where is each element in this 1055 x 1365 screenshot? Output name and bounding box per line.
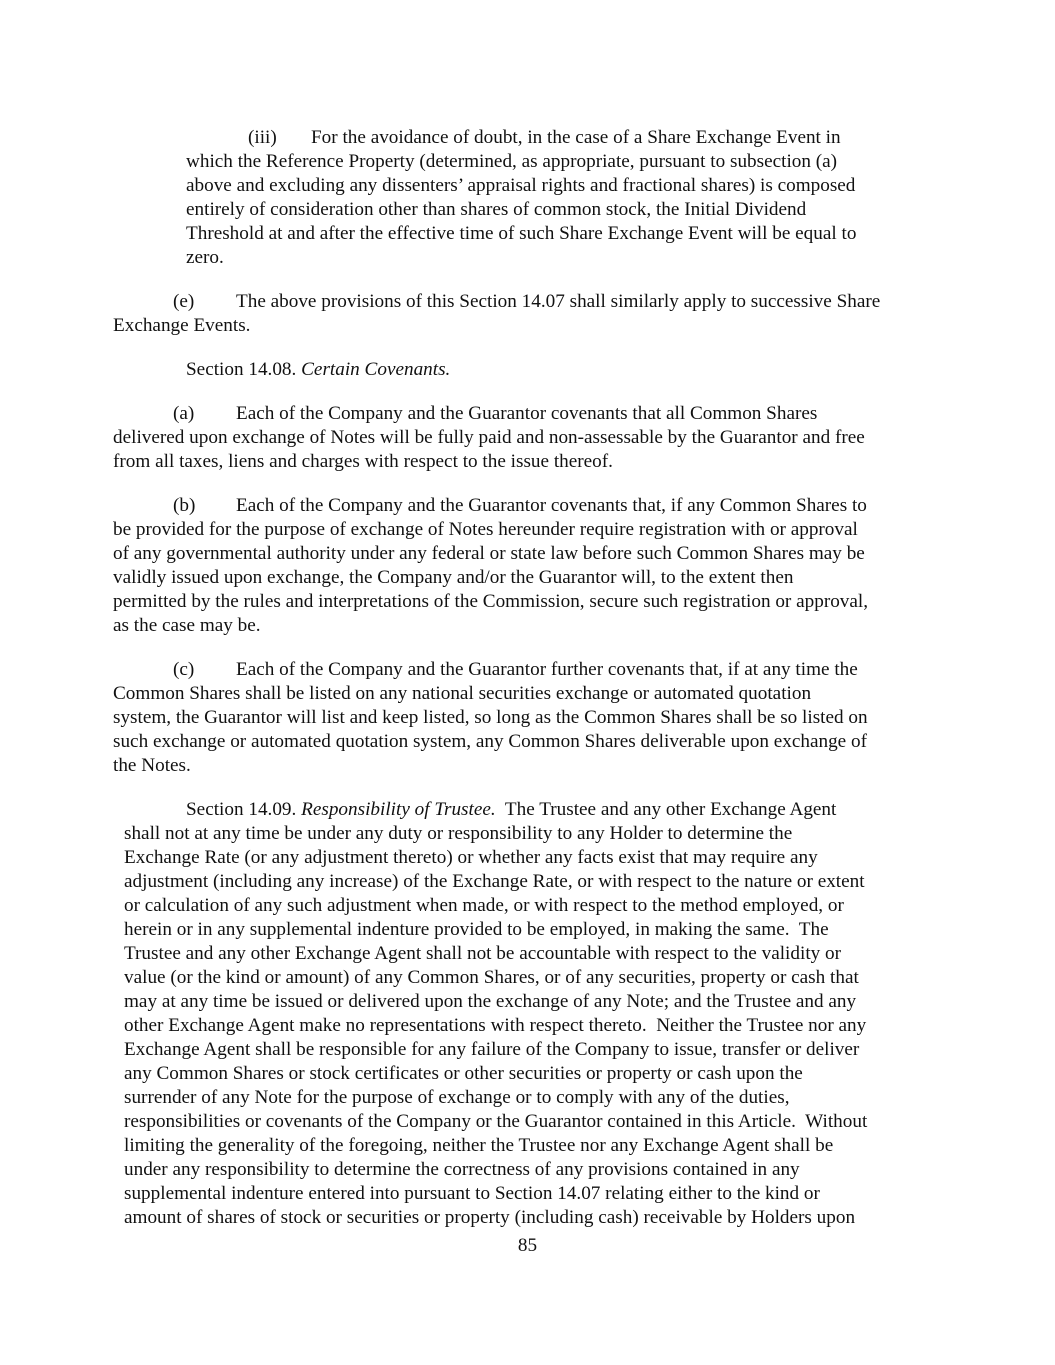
paragraph-line: value (or the kind or amount) of any Common Shares, or of any securities, property or cash that <box>124 967 859 988</box>
paragraph-line: zero. <box>186 247 224 268</box>
paragraph-line: adjustment (including any increase) of the Exchange Rate, or with respect to the nature or extent <box>124 871 865 892</box>
paragraph-label: (a) <box>173 403 195 424</box>
paragraph-line: Exchange Agent shall be responsible for any failure of the Company to issue, transfer or deliver <box>124 1039 860 1060</box>
paragraph-line: or calculation of any such adjustment when made, or with respect to the method employed, or <box>124 895 844 916</box>
page-number: 85 <box>517 1235 538 1256</box>
paragraph-line: from all taxes, liens and charges with respect to the issue thereof. <box>113 451 613 472</box>
paragraph-line: limiting the generality of the foregoing, neither the Trustee nor any Exchange Agent shall be <box>124 1135 834 1156</box>
paragraph-line: surrender of any Note for the purpose of exchange or to comply with any of the duties, <box>124 1087 790 1108</box>
paragraph-line: supplemental indenture entered into pursuant to Section 14.07 relating either to the kind or <box>124 1183 820 1204</box>
section-heading-14-08 <box>186 358 450 382</box>
paragraph-line: amount of shares of stock or securities or property (including cash) receivable by Holders upon <box>124 1207 856 1228</box>
paragraph-line: Common Shares shall be listed on any national securities exchange or automated quotation <box>113 683 812 704</box>
paragraph-line: shall not at any time be under any duty or responsibility to any Holder to determine the <box>124 823 793 844</box>
paragraph-line: Each of the Company and the Guarantor covenants that, if any Common Shares to <box>236 495 867 516</box>
paragraph-line: under any responsibility to determine the correctness of any provisions contained in any <box>124 1159 800 1180</box>
section-number: Section 14.09. <box>186 799 302 820</box>
paragraph-line: which the Reference Property (determined, as appropriate, pursuant to subsection (a) <box>186 151 838 172</box>
paragraph-line: Each of the Company and the Guarantor further covenants that, if at any time the <box>236 659 858 680</box>
paragraph-line: above and excluding any dissenters’ appraisal rights and fractional shares) is composed <box>186 175 856 196</box>
section-title: Responsibility of Trustee. <box>301 799 496 820</box>
paragraph-line: delivered upon exchange of Notes will be fully paid and non-assessable by the Guarantor and free <box>113 427 865 448</box>
paragraph-line: entirely of consideration other than shares of common stock, the Initial Dividend <box>186 199 807 220</box>
paragraph-line: The Trustee and any other Exchange Agent <box>495 799 837 820</box>
section-title: Certain Covenants. <box>301 359 451 380</box>
paragraph-label: (e) <box>173 291 195 312</box>
section-heading-14-09 <box>186 798 836 822</box>
paragraph-line: other Exchange Agent make no representations with respect thereto. Neither the Trustee nor any <box>124 1015 867 1036</box>
paragraph-line: The above provisions of this Section 14.07 shall similarly apply to successive Share <box>236 291 881 312</box>
paragraph-label: (b) <box>173 495 196 516</box>
paragraph-label: (iii) <box>248 127 277 148</box>
paragraph-line: be provided for the purpose of exchange of Notes hereunder require registration with or approval <box>113 519 858 540</box>
paragraph-line: Threshold at and after the effective time of such Share Exchange Event will be equal to <box>186 223 857 244</box>
paragraph-line: herein or in any supplemental indenture provided to be employed, in making the same. The <box>124 919 829 940</box>
paragraph-line: Trustee and any other Exchange Agent shall not be accountable with respect to the validity or <box>124 943 842 964</box>
paragraph-line: validly issued upon exchange, the Company and/or the Guarantor will, to the extent then <box>113 567 794 588</box>
section-number: Section 14.08. <box>186 359 302 380</box>
paragraph-line: system, the Guarantor will list and keep listed, so long as the Common Shares shall be so listed on <box>113 707 868 728</box>
paragraph-line: of any governmental authority under any federal or state law before such Common Shares may be <box>113 543 865 564</box>
paragraph-line: any Common Shares or stock certificates or other securities or property or cash upon the <box>124 1063 803 1084</box>
paragraph-line: responsibilities or covenants of the Company or the Guarantor contained in this Article. Without <box>124 1111 868 1132</box>
paragraph-line: Each of the Company and the Guarantor covenants that all Common Shares <box>236 403 818 424</box>
paragraph-line: permitted by the rules and interpretations of the Commission, secure such registration or approval, <box>113 591 869 612</box>
paragraph-line: Exchange Rate (or any adjustment thereto) or whether any facts exist that may require any <box>124 847 818 868</box>
paragraph-line: such exchange or automated quotation system, any Common Shares deliverable upon exchange of <box>113 731 867 752</box>
paragraph-label: (c) <box>173 659 195 680</box>
paragraph-line: as the case may be. <box>113 615 261 636</box>
paragraph-line: the Notes. <box>113 755 191 776</box>
paragraph-line: For the avoidance of doubt, in the case of a Share Exchange Event in <box>311 127 841 148</box>
paragraph-line: Exchange Events. <box>113 315 251 336</box>
paragraph-line: may at any time be issued or delivered upon the exchange of any Note; and the Trustee and any <box>124 991 857 1012</box>
